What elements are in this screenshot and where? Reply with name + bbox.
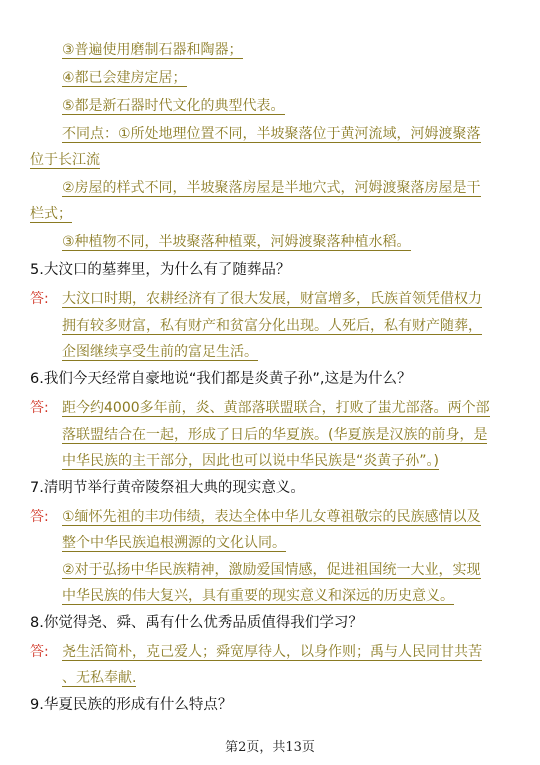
answer-line: ①缅怀先祖的丰功伟绩，表达全体中华儿女尊祖敬宗的民族感情以及: [62, 509, 481, 525]
answer-line: 拥有较多财富，私有财产和贫富分化出现。人死后，私有财产随葬，: [62, 318, 482, 334]
page-footer: 第2页，共13页: [225, 740, 315, 755]
answer-line: 尧生活简朴，克己爱人；舜宽厚待人，以身作则；禹与人民同甘共苦: [62, 644, 482, 660]
answer-line: ②对于弘扬中华民族精神，激励爱国情感，促进祖国统一大业，实现: [62, 562, 481, 578]
answer-line: 位于长江流: [30, 152, 100, 168]
question-5: 5.大汶口的墓葬里，为什么有了随葬品？: [30, 262, 291, 278]
answer-line: 距今约4000多年前，炎、黄部落联盟联合，打败了蚩尤部落。两个部: [62, 400, 490, 416]
answer-line: ④都已会建房定居；: [62, 70, 187, 86]
answer-line: ③种植物不同，半坡聚落种植粟，河姆渡聚落种植水稻。: [62, 234, 411, 250]
answer-line: 不同点：①所处地理位置不同，半坡聚落位于黄河流域，河姆渡聚落: [62, 126, 481, 142]
answer-line: ②房屋的样式不同，半坡聚落房屋是半地穴式，河姆渡聚落房屋是干: [62, 180, 481, 196]
answer-line: 中华民族的伟大复兴，具有重要的现实意义和深远的历史意义。: [62, 588, 454, 604]
answer-line: 整个中华民族追根溯源的文化认同。: [62, 535, 286, 551]
question-6: 6.我们今天经常自豪地说“我们都是炎黄子孙”,这是为什么？: [30, 371, 412, 387]
answer-line: ⑤都是新石器时代文化的典型代表。: [62, 98, 285, 114]
question-9: 9.华夏民族的形成有什么特点？: [30, 697, 233, 713]
answer-line: 、无私奉献.: [62, 670, 137, 686]
question-7: 7.清明节举行黄帝陵祭祖大典的现实意义。: [30, 480, 305, 496]
answer-line: 落联盟结合在一起，形成了日后的华夏族。(华夏族是汉族的前身，是: [62, 427, 488, 443]
answer-line: 栏式；: [30, 206, 72, 222]
answer-label: 答:: [30, 291, 49, 307]
answer-line: ③普遍使用磨制石器和陶器；: [62, 42, 243, 58]
answer-label: 答:: [30, 400, 49, 416]
question-8: 8.你觉得尧、舜、禹有什么优秀品质值得我们学习？: [30, 615, 363, 631]
answer-label: 答:: [30, 644, 49, 660]
answer-line: 中华民族的主干部分，因此也可以说中华民族是“炎黄子孙”。): [62, 453, 439, 469]
answer-line: 企图继续享受生前的富足生活。: [62, 344, 258, 360]
answer-label: 答:: [30, 509, 49, 525]
answer-line: 大汶口时期，农耕经济有了很大发展，财富增多，氏族首领凭借权力: [62, 291, 482, 307]
